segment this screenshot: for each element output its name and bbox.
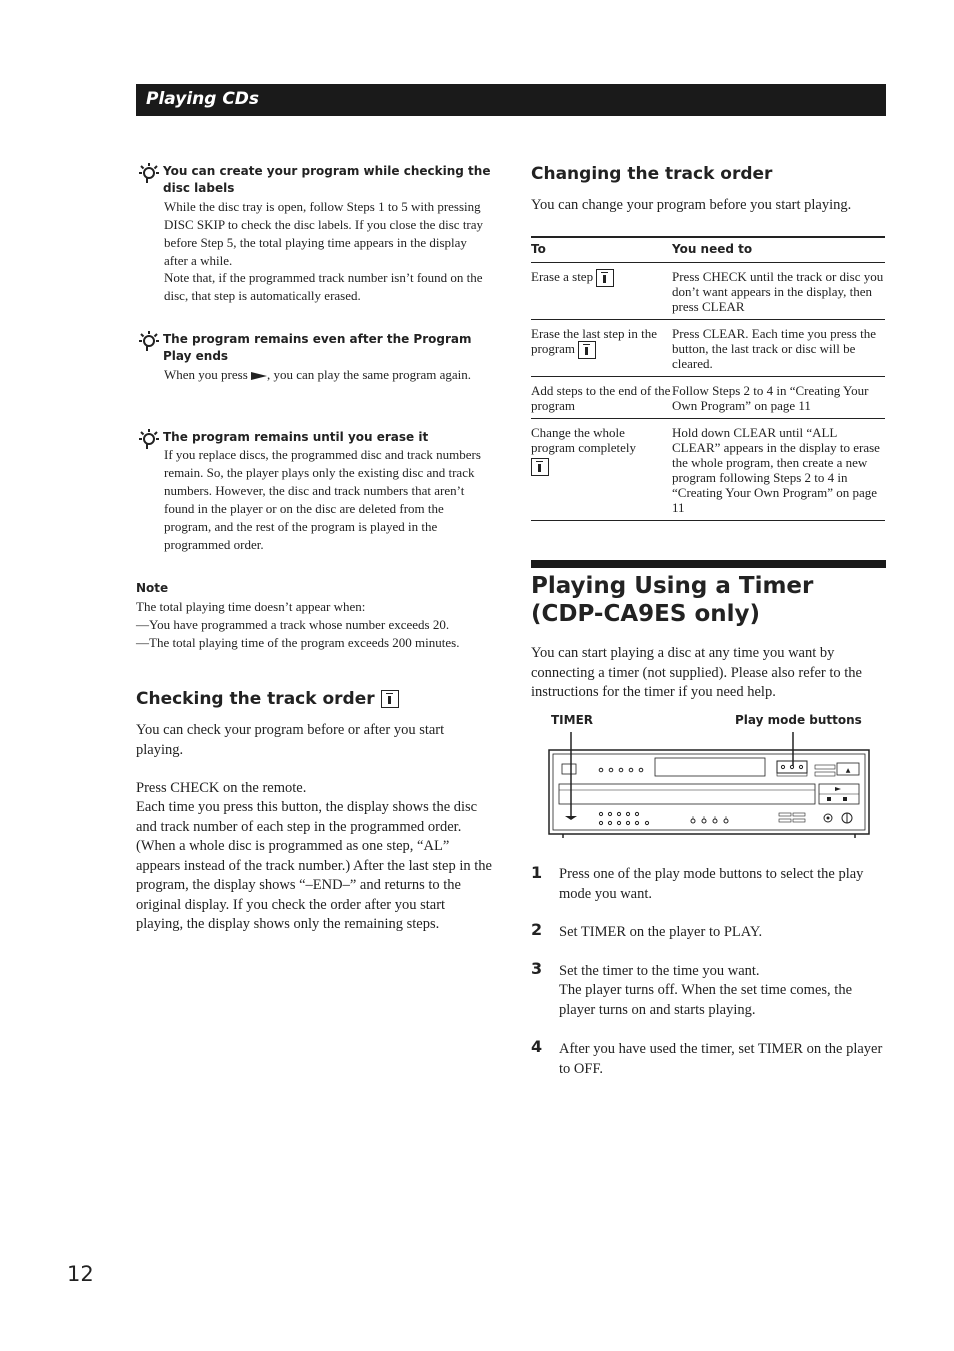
table-row <box>531 263 885 320</box>
step-text: After you have used the timer, set TIMER on the player to OFF. <box>559 1041 883 1077</box>
table-cell-to <box>531 263 672 320</box>
timer-label: TIMER <box>551 713 594 727</box>
table-cell-to-text: Erase the last step in the program <box>531 326 657 356</box>
timer-title <box>531 572 886 628</box>
table-cell-need: Press CLEAR. Each time you press the button, the last track or disc will be cleared. <box>672 320 885 377</box>
remote-icon <box>578 341 596 359</box>
checking-step1: Press CHECK on the remote. <box>136 780 307 796</box>
section-header-bar <box>136 84 886 116</box>
tip-body <box>164 366 492 384</box>
step-number: 2 <box>531 920 543 939</box>
timer-intro: You can start playing a disc at any time you want by connecting a timer (not supplied). Please also refer to the instructions for the timer if you need help. <box>531 645 862 700</box>
table-cell-to <box>531 320 672 377</box>
play-mode-label: Play mode buttons <box>735 713 862 727</box>
table-cell-need: Hold down CLEAR until “ALL CLEAR” appears in the display to erase the whole program, then create a new program following Steps 2 to 4 in “Creating Your Own Program” on page 11 <box>672 419 885 521</box>
table-cell-to <box>531 419 672 521</box>
tip-title: The program remains even after the Program Play ends <box>163 332 472 363</box>
timer-title-line: Playing Using a Timer <box>531 573 814 599</box>
tip-lightbulb-icon <box>138 428 160 450</box>
page-number: 12 <box>67 1262 94 1286</box>
tip-lightbulb-icon <box>138 162 160 184</box>
cd-player-illustration <box>545 728 875 840</box>
table-cell-to: Add steps to the end of the program <box>531 377 672 419</box>
svg-text:▲: ▲ <box>845 767 851 774</box>
remote-icon <box>596 269 614 287</box>
timer-title-line: (CDP-CA9ES only) <box>531 601 761 627</box>
checking-step2: Each time you press this button, the display shows the disc and track number of each step in the programmed order. (When a whole disc is programmed as one step, “AL” appears instead of the track number.) After the last step in the program, the display shows “–END–” and returns to the original display. If you check the order after you start playing, the display shows only the remaining steps. <box>136 799 492 932</box>
table-cell-need: Press CHECK until the track or disc you don’t want appears in the display, then press CLEAR <box>672 263 885 320</box>
table-cell-to-text: Change the whole program completely <box>531 425 637 455</box>
tip-body-before: When you press <box>164 367 252 382</box>
table-row <box>531 419 885 521</box>
tip-body-note: Note that, if the programmed track number isn’t found on the disc, that step is automatically erased. <box>164 270 483 303</box>
checking-heading <box>136 689 399 709</box>
tip-lightbulb-icon <box>138 330 160 352</box>
step-text: Set the timer to the time you want. <box>559 963 760 979</box>
table-row <box>531 320 885 377</box>
tip-body: While the disc tray is open, follow Steps 1 to 5 with pressing DISC SKIP to check the disc labels. If you close the disc tray before Step 5, the total playing time appears in the display after a while. <box>164 199 484 268</box>
column-header-to: To <box>531 237 672 263</box>
remote-icon <box>381 690 399 708</box>
changing-intro: You can change your program before you start playing. <box>531 197 852 213</box>
note-heading: Note <box>136 581 169 595</box>
step-text: Press one of the play mode buttons to select the play mode you want. <box>559 866 864 902</box>
note-line: —You have programmed a track whose number exceeds 20. <box>136 617 450 632</box>
table-row <box>531 377 885 419</box>
step-number: 3 <box>531 959 543 978</box>
tip-body: If you replace discs, the programmed disc and track numbers remain. So, the player plays only the existing disc and track numbers. However, the disc and track numbers that aren’t found in the player or on the disc are deleted from the program, and the rest of the program is played in the programmed order. <box>164 447 481 552</box>
tip-title: You can create your program while checking the disc labels <box>163 164 491 195</box>
change-order-table <box>531 236 885 521</box>
note-line: —The total playing time of the program exceeds 200 minutes. <box>136 635 460 650</box>
step-text-detail: The player turns off. When the set time comes, the player turns on and starts playing. <box>559 982 853 1018</box>
checking-intro: You can check your program before or after you start playing. <box>136 722 445 758</box>
step-text: Set TIMER on the player to PLAY. <box>559 924 763 940</box>
tip-body-after: , you can play the same program again. <box>267 367 471 382</box>
remote-icon <box>531 458 549 476</box>
checking-heading-text: Checking the track order <box>136 689 375 709</box>
play-icon <box>251 371 267 381</box>
table-cell-to-text: Erase a step <box>531 269 594 284</box>
column-header-need: You need to <box>672 237 885 263</box>
table-cell-need: Follow Steps 2 to 4 in “Creating Your Own Program” on page 11 <box>672 377 885 419</box>
note-line: The total playing time doesn’t appear when: <box>136 599 366 614</box>
step-number: 1 <box>531 863 543 882</box>
step-number: 4 <box>531 1037 543 1056</box>
section-rule <box>531 560 886 568</box>
changing-heading: Changing the track order <box>531 164 773 184</box>
section-title: Playing CDs <box>146 89 260 109</box>
tip-title: The program remains until you erase it <box>163 430 429 444</box>
